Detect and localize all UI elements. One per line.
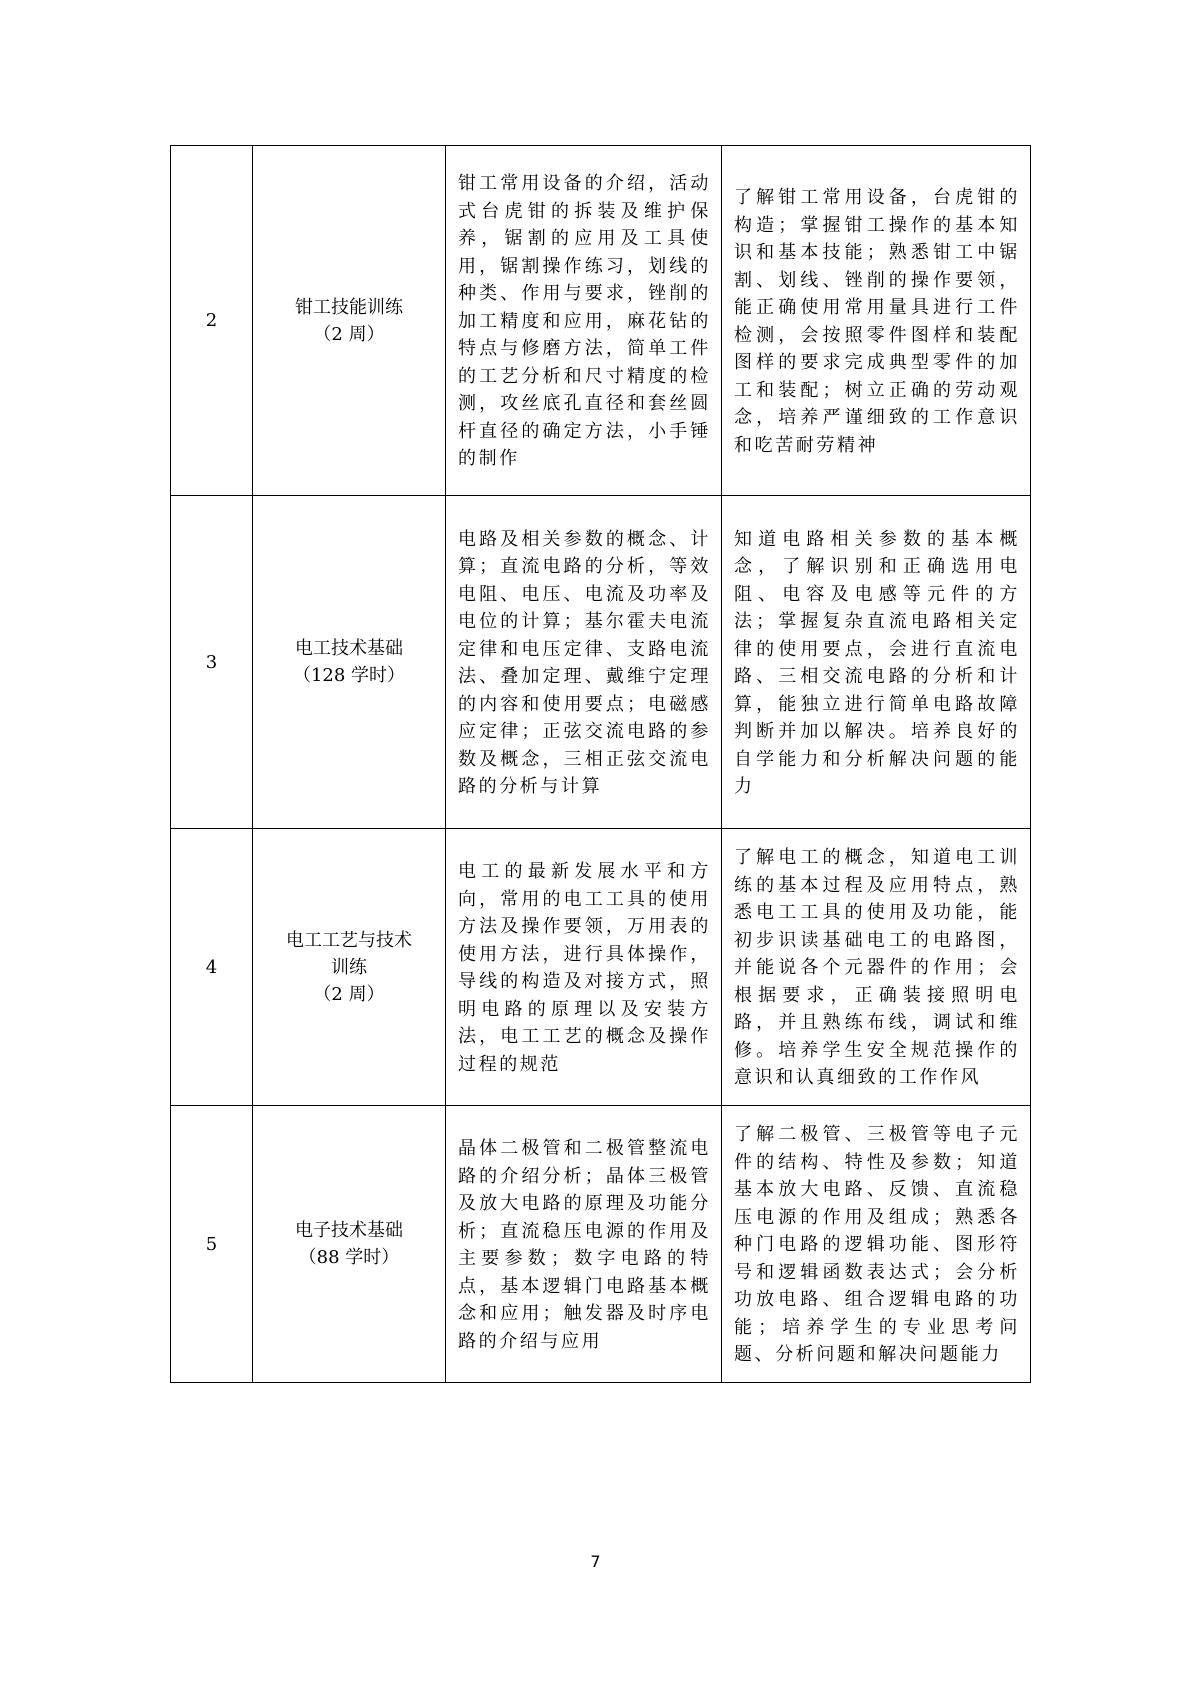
course-name-line: （2 周） [313,323,385,345]
course-name [253,1106,446,1383]
course-name-line: 训练 [331,956,367,978]
page-number: 7 [590,1552,601,1571]
table-row [171,829,1031,1106]
table-row [171,146,1031,496]
table-row [171,496,1031,829]
course-name-line: （128 学时） [292,665,406,686]
course-table [170,145,1031,1383]
course-name [253,829,446,1106]
course-goal: 了解二极管、三极管等电子元件的结构、特性及参数；知道基本放大电路、反馈、直流稳压电源的作用及组成；熟悉各种门电路的逻辑功能、图形符号和逻辑函数表达式；会分析功放电路、组合逻辑电路的功能；培养学生的专业思考问题、分析问题和解决问题能力 [722,1106,1031,1383]
course-goal: 了解电工的概念，知道电工训练的基本过程及应用特点，熟悉电工工具的使用及功能，能初步识读基础电工的电路图，并能说各个元器件的作用；会根据要求，正确装接照明电路，并且熟练布线，调试和维修。培养学生安全规范操作的意识和认真细致的工作作风 [722,829,1031,1106]
course-name-line: （2 周） [313,983,385,1005]
row-number: 3 [171,496,253,829]
course-name-line: 电工技术基础 [295,638,403,659]
course-goal: 了解钳工常用设备，台虎钳的构造；掌握钳工操作的基本知识和基本技能；熟悉钳工中锯割、划线、锉削的操作要领，能正确使用常用量具进行工件检测，会按照零件图样和装配图样的要求完成典型零件的加工和装配；树立正确的劳动观念，培养严谨细致的工作意识和吃苦耐劳精神 [722,146,1031,496]
row-number: 5 [171,1106,253,1383]
course-content: 钳工常用设备的介绍，活动式台虎钳的拆装及维护保养，锯割的应用及工具使用，锯割操作练习，划线的种类、作用与要求，锉削的加工精度和应用，麻花钻的特点与修磨方法，简单工件的工艺分析和尺寸精度的检测，攻丝底孔直径和套丝圆杆直径的确定方法，小手锤的制作 [446,146,722,496]
course-content: 电工的最新发展水平和方向，常用的电工工具的使用方法及操作要领，万用表的使用方法，进行具体操作，导线的构造及对接方式，照明电路的原理以及安装方法，电工工艺的概念及操作过程的规范 [446,829,722,1106]
table-row [171,1106,1031,1383]
course-content: 电路及相关参数的概念、计算；直流电路的分析，等效电阻、电压、电流及功率及电位的计算；基尔霍夫电流定律和电压定律、支路电流法、叠加定理、戴维宁定理的内容和使用要点；电磁感应定律；正弦交流电路的参数及概念，三相正弦交流电路的分析与计算 [446,496,722,829]
course-content: 晶体二极管和二极管整流电路的介绍分析；晶体三极管及放大电路的原理及功能分析；直流稳压电源的作用及主要参数；数字电路的特点，基本逻辑门电路基本概念和应用；触发器及时序电路的介绍与应用 [446,1106,722,1383]
course-goal: 知道电路相关参数的基本概念，了解识别和正确选用电阻、电容及电感等元件的方法；掌握复杂直流电路相关定律的使用要点，会进行直流电路、三相交流电路的分析和计算，能独立进行简单电路故障判断并加以解决。培养良好的自学能力和分析解决问题的能力 [722,496,1031,829]
course-name-line: 电子技术基础 [295,1220,403,1241]
course-name-line: 钳工技能训练 [295,296,403,318]
course-name-line: 电工工艺与技术 [286,929,412,951]
row-number: 4 [171,829,253,1106]
row-number: 2 [171,146,253,496]
course-name-line: （88 学时） [298,1247,400,1268]
course-name [253,496,446,829]
course-name [253,146,446,496]
